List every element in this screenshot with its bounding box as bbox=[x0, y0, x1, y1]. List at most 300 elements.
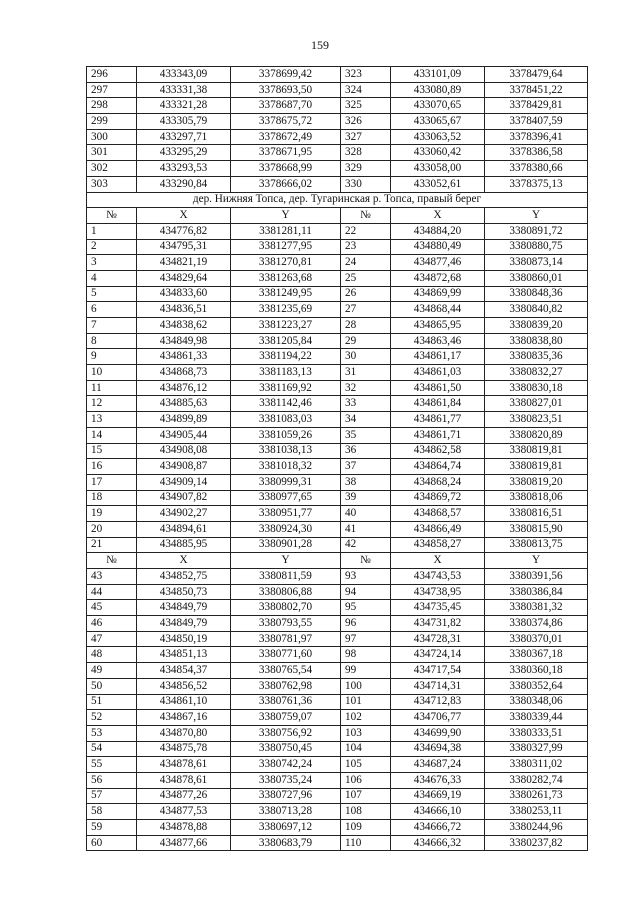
point-number: 13 bbox=[87, 412, 137, 428]
x-coordinate: 434899,89 bbox=[137, 412, 231, 428]
table-row bbox=[87, 223, 588, 239]
y-coordinate: 3380820,89 bbox=[485, 427, 588, 443]
table-row bbox=[87, 772, 588, 788]
y-coordinate: 3380348,06 bbox=[485, 694, 588, 710]
point-number: 49 bbox=[87, 663, 137, 679]
x-coordinate: 434699,90 bbox=[391, 725, 485, 741]
y-coordinate: 3380811,59 bbox=[231, 569, 341, 585]
point-number: 37 bbox=[341, 459, 391, 475]
x-coordinate: 434876,12 bbox=[137, 380, 231, 396]
table-row bbox=[87, 663, 588, 679]
y-coordinate: 3378699,42 bbox=[231, 67, 341, 83]
y-coordinate: 3380683,79 bbox=[231, 835, 341, 851]
x-coordinate: 433290,84 bbox=[137, 176, 231, 192]
point-number: 48 bbox=[87, 647, 137, 663]
point-number: 32 bbox=[341, 380, 391, 396]
y-coordinate: 3380244,96 bbox=[485, 820, 588, 836]
point-number: 109 bbox=[341, 820, 391, 836]
y-coordinate: 3380360,18 bbox=[485, 663, 588, 679]
point-number: 106 bbox=[341, 772, 391, 788]
y-coordinate: 3380750,45 bbox=[231, 741, 341, 757]
page-number: 159 bbox=[311, 38, 329, 52]
y-coordinate: 3381235,69 bbox=[231, 302, 341, 318]
table-block-2 bbox=[87, 223, 588, 552]
x-coordinate: 434902,27 bbox=[137, 506, 231, 522]
y-coordinate: 3380771,60 bbox=[231, 647, 341, 663]
y-coordinate: 3380999,31 bbox=[231, 474, 341, 490]
x-coordinate: 434838,62 bbox=[137, 318, 231, 334]
point-number: 329 bbox=[341, 161, 391, 177]
table-row bbox=[87, 129, 588, 145]
point-number: 301 bbox=[87, 145, 137, 161]
y-coordinate: 3380827,01 bbox=[485, 396, 588, 412]
point-number: 16 bbox=[87, 459, 137, 475]
x-coordinate: 434864,74 bbox=[391, 459, 485, 475]
header-number: № bbox=[341, 553, 391, 569]
y-coordinate: 3380802,70 bbox=[231, 600, 341, 616]
x-coordinate: 434861,10 bbox=[137, 694, 231, 710]
header-number: № bbox=[87, 553, 137, 569]
x-coordinate: 434861,33 bbox=[137, 349, 231, 365]
x-coordinate: 434861,84 bbox=[391, 396, 485, 412]
y-coordinate: 3378429,81 bbox=[485, 98, 588, 114]
point-number: 44 bbox=[87, 584, 137, 600]
table-row bbox=[87, 600, 588, 616]
table-row bbox=[87, 804, 588, 820]
x-coordinate: 434861,77 bbox=[391, 412, 485, 428]
x-coordinate: 434861,71 bbox=[391, 427, 485, 443]
point-number: 57 bbox=[87, 788, 137, 804]
point-number: 298 bbox=[87, 98, 137, 114]
x-coordinate: 434852,75 bbox=[137, 569, 231, 585]
table-row bbox=[87, 506, 588, 522]
table-row bbox=[87, 474, 588, 490]
x-coordinate: 433101,09 bbox=[391, 67, 485, 83]
y-coordinate: 3380819,20 bbox=[485, 474, 588, 490]
point-number: 302 bbox=[87, 161, 137, 177]
x-coordinate: 434885,63 bbox=[137, 396, 231, 412]
point-number: 3 bbox=[87, 255, 137, 271]
point-number: 30 bbox=[341, 349, 391, 365]
x-coordinate: 434850,73 bbox=[137, 584, 231, 600]
point-number: 59 bbox=[87, 820, 137, 836]
y-coordinate: 3380816,51 bbox=[485, 506, 588, 522]
point-number: 326 bbox=[341, 114, 391, 130]
y-coordinate: 3380339,44 bbox=[485, 710, 588, 726]
table-row bbox=[87, 631, 588, 647]
x-coordinate: 434862,58 bbox=[391, 443, 485, 459]
y-coordinate: 3380951,77 bbox=[231, 506, 341, 522]
point-number: 18 bbox=[87, 490, 137, 506]
point-number: 9 bbox=[87, 349, 137, 365]
table-row bbox=[87, 647, 588, 663]
point-number: 38 bbox=[341, 474, 391, 490]
table-row bbox=[87, 521, 588, 537]
table-row bbox=[87, 741, 588, 757]
x-coordinate: 434868,24 bbox=[391, 474, 485, 490]
column-header-row bbox=[87, 208, 588, 224]
table-row bbox=[87, 114, 588, 130]
y-coordinate: 3380742,24 bbox=[231, 757, 341, 773]
y-coordinate: 3380793,55 bbox=[231, 616, 341, 632]
y-coordinate: 3380818,06 bbox=[485, 490, 588, 506]
table-row bbox=[87, 443, 588, 459]
x-coordinate: 434833,60 bbox=[137, 286, 231, 302]
x-coordinate: 434850,19 bbox=[137, 631, 231, 647]
point-number: 299 bbox=[87, 114, 137, 130]
point-number: 45 bbox=[87, 600, 137, 616]
x-coordinate: 434694,38 bbox=[391, 741, 485, 757]
y-coordinate: 3378386,58 bbox=[485, 145, 588, 161]
y-coordinate: 3380237,82 bbox=[485, 835, 588, 851]
y-coordinate: 3380282,74 bbox=[485, 772, 588, 788]
x-coordinate: 434687,24 bbox=[391, 757, 485, 773]
table-row bbox=[87, 145, 588, 161]
point-number: 31 bbox=[341, 365, 391, 381]
table-row bbox=[87, 380, 588, 396]
x-coordinate: 434878,61 bbox=[137, 772, 231, 788]
point-number: 101 bbox=[341, 694, 391, 710]
point-number: 34 bbox=[341, 412, 391, 428]
point-number: 51 bbox=[87, 694, 137, 710]
y-coordinate: 3380381,32 bbox=[485, 600, 588, 616]
table-row bbox=[87, 820, 588, 836]
x-coordinate: 434909,14 bbox=[137, 474, 231, 490]
table-row bbox=[87, 725, 588, 741]
y-coordinate: 3378380,66 bbox=[485, 161, 588, 177]
y-coordinate: 3380819,81 bbox=[485, 459, 588, 475]
point-number: 328 bbox=[341, 145, 391, 161]
table-row bbox=[87, 302, 588, 318]
point-number: 6 bbox=[87, 302, 137, 318]
table-row bbox=[87, 616, 588, 632]
table-row bbox=[87, 239, 588, 255]
x-coordinate: 434877,46 bbox=[391, 255, 485, 271]
point-number: 29 bbox=[341, 333, 391, 349]
point-number: 14 bbox=[87, 427, 137, 443]
point-number: 19 bbox=[87, 506, 137, 522]
point-number: 330 bbox=[341, 176, 391, 192]
y-coordinate: 3378375,13 bbox=[485, 176, 588, 192]
x-coordinate: 434908,08 bbox=[137, 443, 231, 459]
point-number: 93 bbox=[341, 569, 391, 585]
point-number: 10 bbox=[87, 365, 137, 381]
y-coordinate: 3380370,01 bbox=[485, 631, 588, 647]
header-x: X bbox=[391, 208, 485, 224]
y-coordinate: 3378407,59 bbox=[485, 114, 588, 130]
x-coordinate: 434795,31 bbox=[137, 239, 231, 255]
y-coordinate: 3380977,65 bbox=[231, 490, 341, 506]
table-row bbox=[87, 98, 588, 114]
point-number: 27 bbox=[341, 302, 391, 318]
x-coordinate: 434866,49 bbox=[391, 521, 485, 537]
point-number: 325 bbox=[341, 98, 391, 114]
point-number: 24 bbox=[341, 255, 391, 271]
point-number: 4 bbox=[87, 270, 137, 286]
y-coordinate: 3380374,86 bbox=[485, 616, 588, 632]
x-coordinate: 434849,98 bbox=[137, 333, 231, 349]
x-coordinate: 434869,99 bbox=[391, 286, 485, 302]
y-coordinate: 3381059,26 bbox=[231, 427, 341, 443]
point-number: 108 bbox=[341, 804, 391, 820]
y-coordinate: 3380823,51 bbox=[485, 412, 588, 428]
table-row bbox=[87, 427, 588, 443]
point-number: 40 bbox=[341, 506, 391, 522]
y-coordinate: 3380327,99 bbox=[485, 741, 588, 757]
y-coordinate: 3378672,49 bbox=[231, 129, 341, 145]
x-coordinate: 434861,50 bbox=[391, 380, 485, 396]
x-coordinate: 434878,61 bbox=[137, 757, 231, 773]
table-row bbox=[87, 161, 588, 177]
table-row bbox=[87, 710, 588, 726]
table-row bbox=[87, 569, 588, 585]
y-coordinate: 3380840,82 bbox=[485, 302, 588, 318]
y-coordinate: 3380819,81 bbox=[485, 443, 588, 459]
y-coordinate: 3380880,75 bbox=[485, 239, 588, 255]
point-number: 26 bbox=[341, 286, 391, 302]
y-coordinate: 3380901,28 bbox=[231, 537, 341, 553]
y-coordinate: 3378479,64 bbox=[485, 67, 588, 83]
point-number: 15 bbox=[87, 443, 137, 459]
point-number: 97 bbox=[341, 631, 391, 647]
point-number: 23 bbox=[341, 239, 391, 255]
point-number: 99 bbox=[341, 663, 391, 679]
point-number: 324 bbox=[341, 82, 391, 98]
y-coordinate: 3380761,36 bbox=[231, 694, 341, 710]
x-coordinate: 433070,65 bbox=[391, 98, 485, 114]
y-coordinate: 3381169,92 bbox=[231, 380, 341, 396]
point-number: 42 bbox=[341, 537, 391, 553]
y-coordinate: 3380924,30 bbox=[231, 521, 341, 537]
y-coordinate: 3380367,18 bbox=[485, 647, 588, 663]
x-coordinate: 433331,38 bbox=[137, 82, 231, 98]
y-coordinate: 3378675,72 bbox=[231, 114, 341, 130]
x-coordinate: 434776,82 bbox=[137, 223, 231, 239]
x-coordinate: 434849,79 bbox=[137, 616, 231, 632]
y-coordinate: 3380848,36 bbox=[485, 286, 588, 302]
point-number: 55 bbox=[87, 757, 137, 773]
point-number: 303 bbox=[87, 176, 137, 192]
x-coordinate: 434875,78 bbox=[137, 741, 231, 757]
x-coordinate: 434868,73 bbox=[137, 365, 231, 381]
x-coordinate: 434666,32 bbox=[391, 835, 485, 851]
x-coordinate: 433063,52 bbox=[391, 129, 485, 145]
y-coordinate: 3380806,88 bbox=[231, 584, 341, 600]
point-number: 7 bbox=[87, 318, 137, 334]
point-number: 28 bbox=[341, 318, 391, 334]
header-x: X bbox=[137, 553, 231, 569]
table-row bbox=[87, 255, 588, 271]
point-number: 36 bbox=[341, 443, 391, 459]
x-coordinate: 434836,51 bbox=[137, 302, 231, 318]
table-block-1 bbox=[87, 67, 588, 193]
x-coordinate: 434870,80 bbox=[137, 725, 231, 741]
x-coordinate: 434743,53 bbox=[391, 569, 485, 585]
y-coordinate: 3381083,03 bbox=[231, 412, 341, 428]
y-coordinate: 3380891,72 bbox=[485, 223, 588, 239]
x-coordinate: 434724,14 bbox=[391, 647, 485, 663]
table-row bbox=[87, 678, 588, 694]
point-number: 50 bbox=[87, 678, 137, 694]
y-coordinate: 3378693,50 bbox=[231, 82, 341, 98]
y-coordinate: 3380333,51 bbox=[485, 725, 588, 741]
y-coordinate: 3380781,97 bbox=[231, 631, 341, 647]
point-number: 35 bbox=[341, 427, 391, 443]
x-coordinate: 434868,57 bbox=[391, 506, 485, 522]
x-coordinate: 434854,37 bbox=[137, 663, 231, 679]
table-row bbox=[87, 333, 588, 349]
y-coordinate: 3380311,02 bbox=[485, 757, 588, 773]
point-number: 60 bbox=[87, 835, 137, 851]
y-coordinate: 3381142,46 bbox=[231, 396, 341, 412]
point-number: 39 bbox=[341, 490, 391, 506]
point-number: 53 bbox=[87, 725, 137, 741]
x-coordinate: 434861,17 bbox=[391, 349, 485, 365]
y-coordinate: 3381205,84 bbox=[231, 333, 341, 349]
y-coordinate: 3380860,01 bbox=[485, 270, 588, 286]
x-coordinate: 434731,82 bbox=[391, 616, 485, 632]
section-title: дер. Нижняя Топса, дер. Тугаринская р. Топса, правый берег bbox=[87, 192, 588, 208]
x-coordinate: 434877,53 bbox=[137, 804, 231, 820]
x-coordinate: 434712,83 bbox=[391, 694, 485, 710]
y-coordinate: 3381249,95 bbox=[231, 286, 341, 302]
table-row bbox=[87, 835, 588, 851]
x-coordinate: 434877,66 bbox=[137, 835, 231, 851]
y-coordinate: 3380815,90 bbox=[485, 521, 588, 537]
y-coordinate: 3380765,54 bbox=[231, 663, 341, 679]
x-coordinate: 434907,82 bbox=[137, 490, 231, 506]
y-coordinate: 3378396,41 bbox=[485, 129, 588, 145]
point-number: 96 bbox=[341, 616, 391, 632]
table-row bbox=[87, 67, 588, 83]
point-number: 5 bbox=[87, 286, 137, 302]
point-number: 58 bbox=[87, 804, 137, 820]
x-coordinate: 434829,64 bbox=[137, 270, 231, 286]
point-number: 327 bbox=[341, 129, 391, 145]
x-coordinate: 433297,71 bbox=[137, 129, 231, 145]
y-coordinate: 3380835,36 bbox=[485, 349, 588, 365]
x-coordinate: 434867,16 bbox=[137, 710, 231, 726]
x-coordinate: 433052,61 bbox=[391, 176, 485, 192]
point-number: 100 bbox=[341, 678, 391, 694]
point-number: 25 bbox=[341, 270, 391, 286]
point-number: 54 bbox=[87, 741, 137, 757]
x-coordinate: 434676,33 bbox=[391, 772, 485, 788]
y-coordinate: 3380756,92 bbox=[231, 725, 341, 741]
point-number: 95 bbox=[341, 600, 391, 616]
point-number: 296 bbox=[87, 67, 137, 83]
y-coordinate: 3380813,75 bbox=[485, 537, 588, 553]
x-coordinate: 434884,20 bbox=[391, 223, 485, 239]
point-number: 1 bbox=[87, 223, 137, 239]
point-number: 41 bbox=[341, 521, 391, 537]
point-number: 105 bbox=[341, 757, 391, 773]
x-coordinate: 433058,00 bbox=[391, 161, 485, 177]
x-coordinate: 433295,29 bbox=[137, 145, 231, 161]
x-coordinate: 434865,95 bbox=[391, 318, 485, 334]
x-coordinate: 434714,31 bbox=[391, 678, 485, 694]
x-coordinate: 433343,09 bbox=[137, 67, 231, 83]
table-row bbox=[87, 396, 588, 412]
point-number: 11 bbox=[87, 380, 137, 396]
table-block-3 bbox=[87, 569, 588, 851]
table-row bbox=[87, 459, 588, 475]
table-row bbox=[87, 286, 588, 302]
x-coordinate: 434905,44 bbox=[137, 427, 231, 443]
x-coordinate: 434894,61 bbox=[137, 521, 231, 537]
coordinates-table bbox=[86, 66, 588, 851]
y-coordinate: 3381018,32 bbox=[231, 459, 341, 475]
x-coordinate: 434869,72 bbox=[391, 490, 485, 506]
y-coordinate: 3378668,99 bbox=[231, 161, 341, 177]
x-coordinate: 434885,95 bbox=[137, 537, 231, 553]
header-number: № bbox=[341, 208, 391, 224]
y-coordinate: 3378666,02 bbox=[231, 176, 341, 192]
y-coordinate: 3378671,95 bbox=[231, 145, 341, 161]
x-coordinate: 434738,95 bbox=[391, 584, 485, 600]
y-coordinate: 3380261,73 bbox=[485, 788, 588, 804]
point-number: 104 bbox=[341, 741, 391, 757]
point-number: 17 bbox=[87, 474, 137, 490]
y-coordinate: 3380727,96 bbox=[231, 788, 341, 804]
point-number: 12 bbox=[87, 396, 137, 412]
point-number: 22 bbox=[341, 223, 391, 239]
point-number: 94 bbox=[341, 584, 391, 600]
point-number: 20 bbox=[87, 521, 137, 537]
y-coordinate: 3380759,07 bbox=[231, 710, 341, 726]
table-row bbox=[87, 270, 588, 286]
x-coordinate: 434669,19 bbox=[391, 788, 485, 804]
x-coordinate: 434880,49 bbox=[391, 239, 485, 255]
point-number: 21 bbox=[87, 537, 137, 553]
header-block bbox=[87, 553, 588, 569]
point-number: 8 bbox=[87, 333, 137, 349]
y-coordinate: 3380352,64 bbox=[485, 678, 588, 694]
x-coordinate: 433321,28 bbox=[137, 98, 231, 114]
point-number: 46 bbox=[87, 616, 137, 632]
y-coordinate: 3380697,12 bbox=[231, 820, 341, 836]
table-row bbox=[87, 318, 588, 334]
point-number: 2 bbox=[87, 239, 137, 255]
point-number: 98 bbox=[341, 647, 391, 663]
y-coordinate: 3381223,27 bbox=[231, 318, 341, 334]
header-y: Y bbox=[485, 553, 588, 569]
x-coordinate: 434849,79 bbox=[137, 600, 231, 616]
header-y: Y bbox=[231, 208, 341, 224]
table-row bbox=[87, 757, 588, 773]
table-row bbox=[87, 584, 588, 600]
x-coordinate: 433060,42 bbox=[391, 145, 485, 161]
point-number: 103 bbox=[341, 725, 391, 741]
point-number: 43 bbox=[87, 569, 137, 585]
table-row bbox=[87, 412, 588, 428]
y-coordinate: 3381194,22 bbox=[231, 349, 341, 365]
y-coordinate: 3380830,18 bbox=[485, 380, 588, 396]
point-number: 107 bbox=[341, 788, 391, 804]
point-number: 47 bbox=[87, 631, 137, 647]
section-block bbox=[87, 192, 588, 223]
y-coordinate: 3380253,11 bbox=[485, 804, 588, 820]
y-coordinate: 3381183,13 bbox=[231, 365, 341, 381]
y-coordinate: 3380873,14 bbox=[485, 255, 588, 271]
y-coordinate: 3380713,28 bbox=[231, 804, 341, 820]
y-coordinate: 3378451,22 bbox=[485, 82, 588, 98]
table-row bbox=[87, 176, 588, 192]
y-coordinate: 3381270,81 bbox=[231, 255, 341, 271]
x-coordinate: 434735,45 bbox=[391, 600, 485, 616]
header-x: X bbox=[137, 208, 231, 224]
x-coordinate: 434666,10 bbox=[391, 804, 485, 820]
